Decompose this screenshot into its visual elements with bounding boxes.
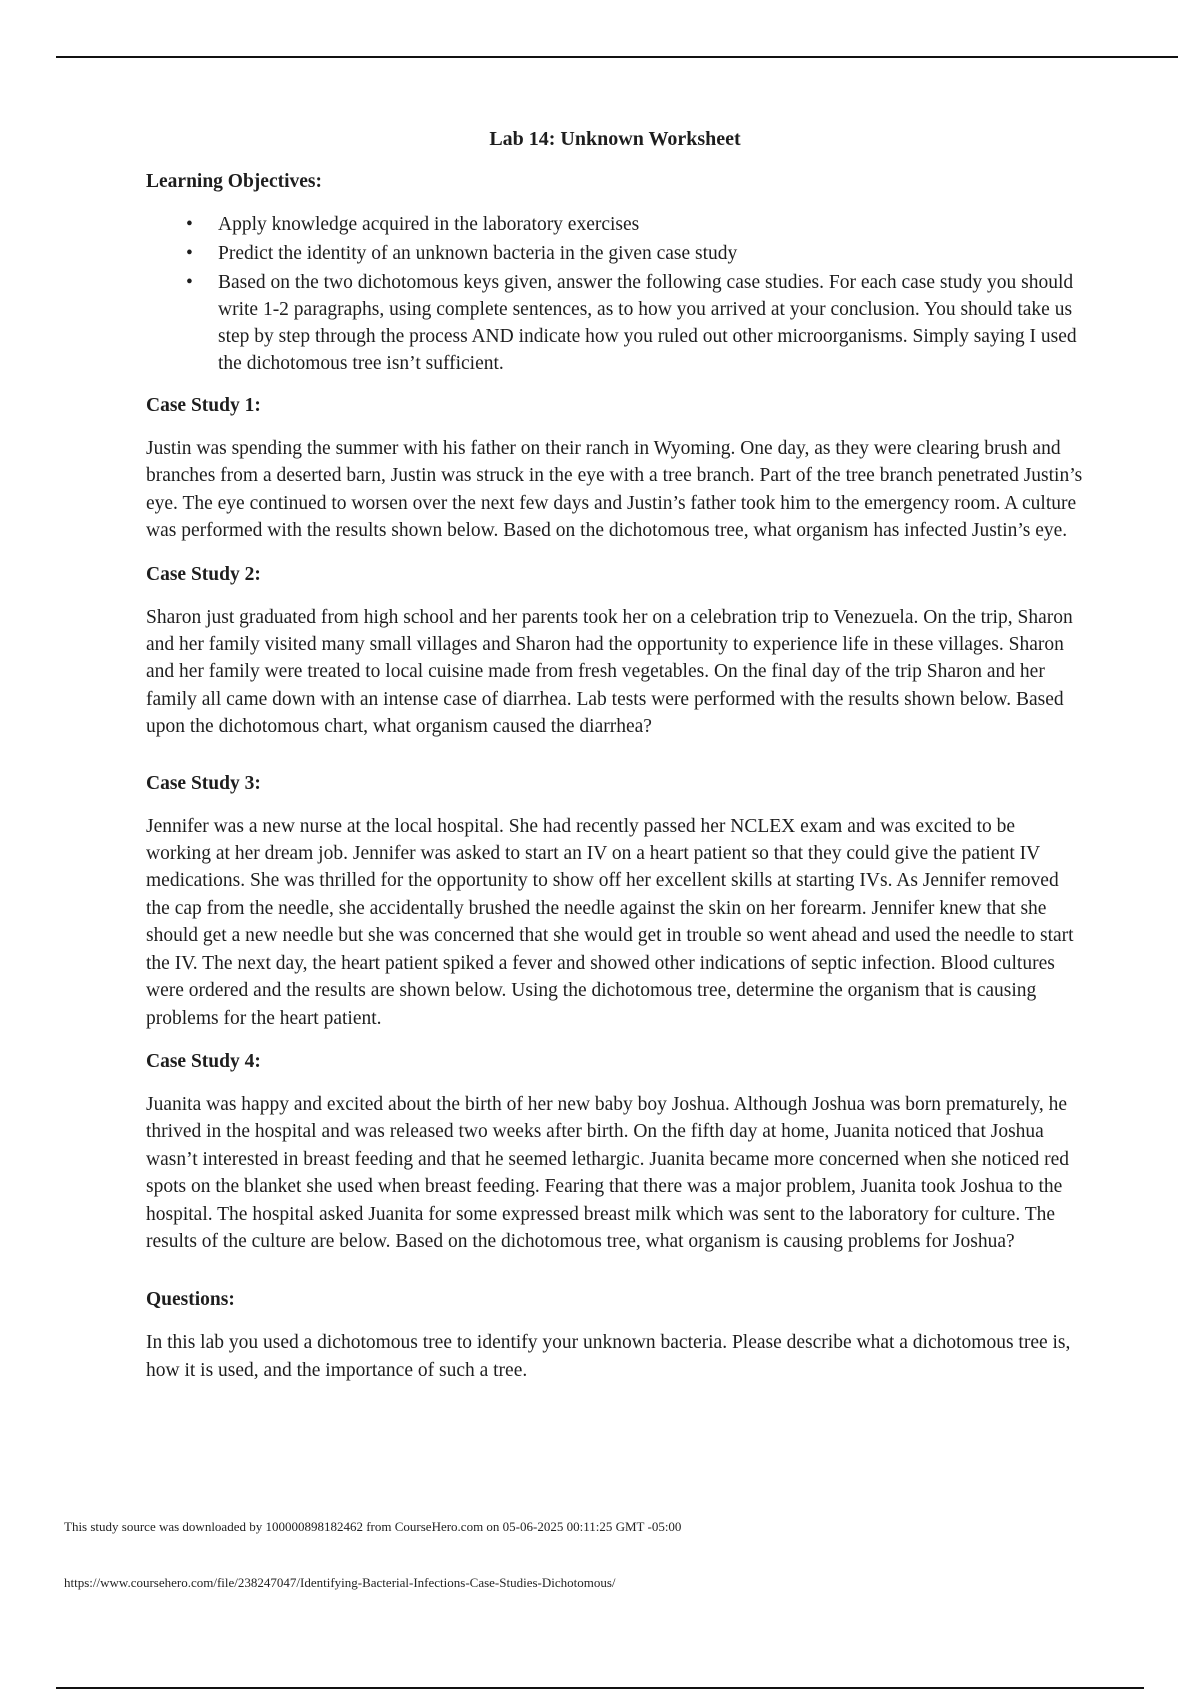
bullet-icon: •: [186, 214, 193, 235]
case-study-1-text: Justin was spending the summer with his father on their ranch in Wyoming. One day, as they were clearing brush and branches from a deserted barn, Justin was struck in the eye with a tree branch. Part of the tree branch penetrated Justin’s eye. The eye continued to worsen over the next few days and Justin’s father took him to the emergency room. A culture was performed with the results shown below. Based on the dichotomous tree, what organism has infected Justin’s eye.: [146, 438, 1083, 542]
case-study-2-heading: Case Study 2:: [146, 563, 261, 585]
case-study-3-text: Jennifer was a new nurse at the local hospital. She had recently passed her NCLEX exam and was excited to be working at her dream job. Jennifer was asked to start an IV on a heart patient so that they could give the patient IV medications. She was thrilled for the opportunity to show off her excellent skills at starting IVs. As Jennifer removed the cap from the needle, she accidentally brushed the needle against the skin on her forearm. Jennifer knew that she should get a new needle but she was concerned that she would get in trouble so went ahead and used the needle to start the IV. The next day, the heart patient spiked a fever and showed other indications of septic infection. Blood cultures were ordered and the results are shown below. Using the dichotomous tree, determine the organism that is causing problems for the heart patient.: [146, 815, 1074, 1029]
learning-objectives-list: [146, 211, 1084, 377]
list-item: [146, 211, 1084, 238]
download-source-note: This study source was downloaded by 100000898182462 from CourseHero.com on 05-06-2025 00:11:25 GMT -05:00: [64, 1519, 682, 1534]
questions-text: In this lab you used a dichotomous tree to identify your unknown bacteria. Please describe what a dichotomous tree is, how it is used, and the importance of such a tree.: [146, 1332, 1071, 1381]
page-title: Lab 14: Unknown Worksheet: [489, 128, 741, 150]
objective-text: Predict the identity of an unknown bacteria in the given case study: [218, 243, 738, 264]
bullet-icon: •: [186, 272, 193, 293]
case-study-3-heading: Case Study 3:: [146, 772, 261, 794]
questions-heading: Questions:: [146, 1289, 235, 1311]
bottom-rule: [56, 1687, 1144, 1689]
objective-text: Based on the two dichotomous keys given, answer the following case studies. For each case study you should write 1-2 paragraphs, using complete sentences, as to how you arrived at your conclusion. You should take us step by step through the process AND indicate how you ruled out other microorganisms. Simply saying I used the dichotomous tree isn’t sufficient.: [218, 272, 1077, 374]
bullet-icon: •: [186, 243, 193, 264]
objective-text: Apply knowledge acquired in the laboratory exercises: [218, 214, 640, 235]
case-study-2-text: Sharon just graduated from high school and her parents took her on a celebration trip to Venezuela. On the trip, Sharon and her family visited many small villages and Sharon had the opportunity to experience life in these villages. Sharon and her family were treated to local cuisine made from fresh vegetables. On the final day of the trip Sharon and her family all came down with an intense case of diarrhea. Lab tests were performed with the results shown below. Based upon the dichotomous chart, what organism caused the diarrhea?: [146, 606, 1073, 738]
top-rule: [56, 56, 1178, 58]
case-study-4-text: Juanita was happy and excited about the birth of her new baby boy Joshua. Although Joshua was born prematurely, he thrived in the hospital and was released two weeks after birth. On the fifth day at home, Juanita noticed that Joshua wasn’t interested in breast feeding and that he seemed lethargic. Juanita became more concerned when she noticed red spots on the blanket she used when breast feeding. Fearing that there was a major problem, Juanita took Joshua to the hospital. The hospital asked Juanita for some expressed breast milk which was sent to the laboratory for culture. The results of the culture are below. Based on the dichotomous tree, what organism is causing problems for Joshua?: [146, 1093, 1069, 1252]
learning-objectives-heading: Learning Objectives:: [146, 171, 323, 192]
case-study-1-heading: Case Study 1:: [146, 395, 261, 416]
source-url[interactable]: https://www.coursehero.com/file/238247047/Identifying-Bacterial-Infections-Case-Studies-Dichotomous/: [64, 1575, 616, 1590]
list-item: [146, 269, 1084, 377]
document-body: [146, 128, 1084, 1401]
list-item: [146, 240, 1084, 267]
case-study-4-heading: Case Study 4:: [146, 1050, 261, 1072]
